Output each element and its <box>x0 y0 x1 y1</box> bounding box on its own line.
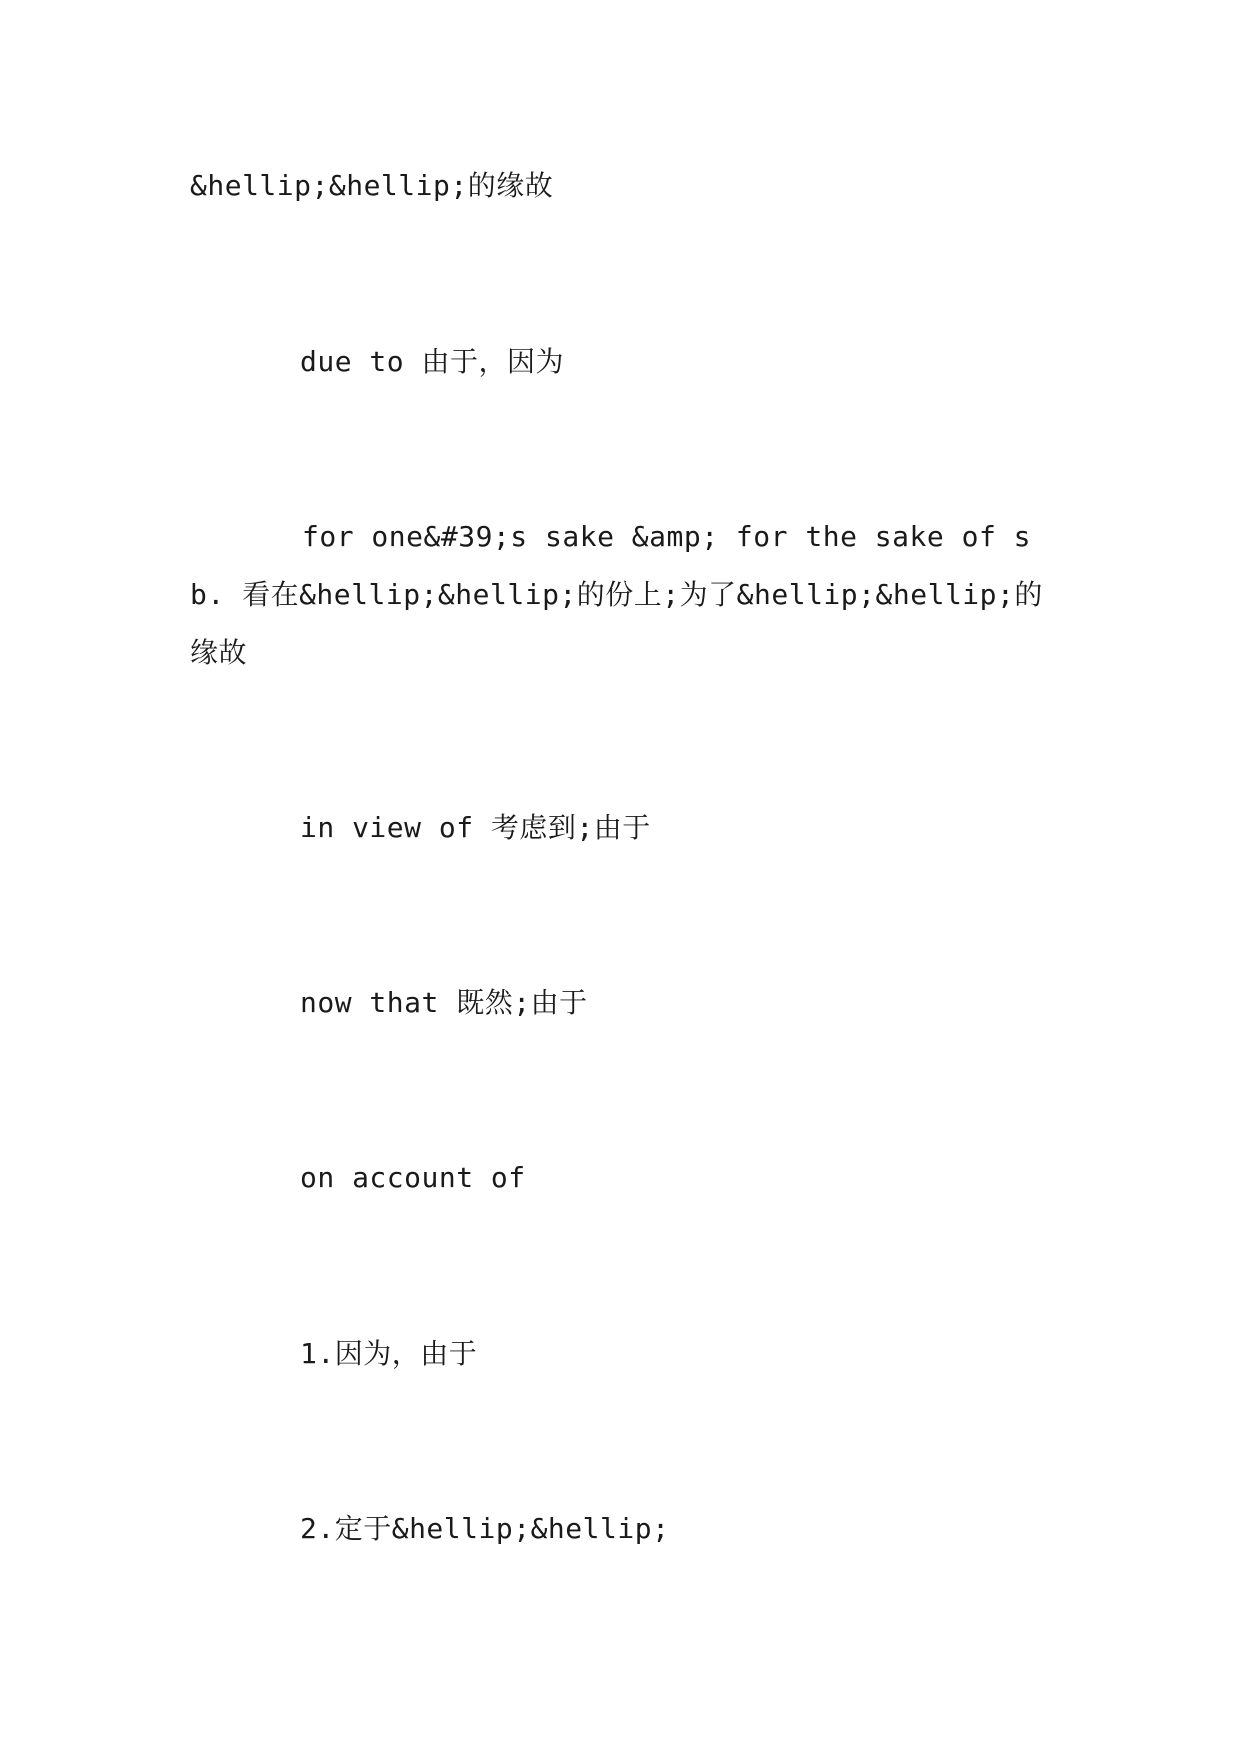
text-line-meaning-1: 1.因为，由于 <box>300 1337 478 1370</box>
text-line-in-view-of: in view of 考虑到;由于 <box>300 811 651 844</box>
text-line-due-to: due to 由于，因为 <box>300 345 565 378</box>
text-line-on-account-of: on account of <box>300 1161 526 1194</box>
text-paragraph-for-sake: for one&#39;s sake &amp; for the sake of sb. 看在&hellip;&hellip;的份上;为了&hellip;&hellip;的缘故 <box>190 520 1043 669</box>
text-line-meaning-2: 2.定于&hellip;&hellip; <box>300 1512 670 1545</box>
text-line-now-that: now that 既然;由于 <box>300 986 588 1019</box>
text-line-continuation: &hellip;&hellip;的缘故 <box>190 169 554 202</box>
